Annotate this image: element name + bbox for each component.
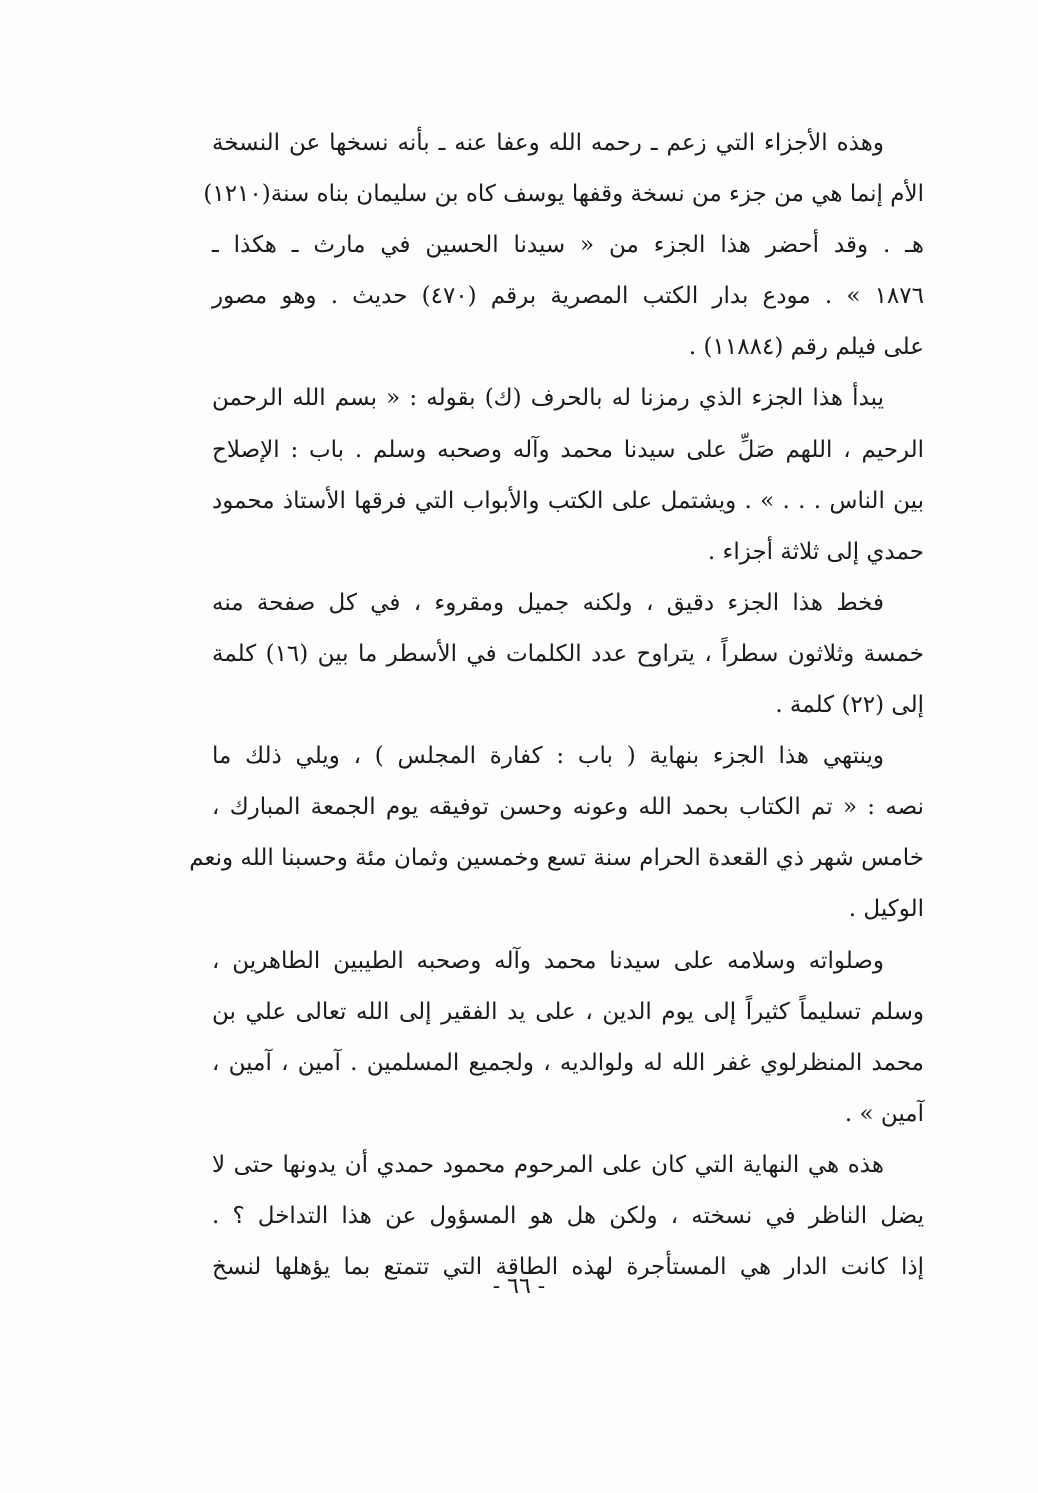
text-line: حمدي إلى ثلاثة أجزاء .	[707, 538, 924, 565]
paragraph-4	[189, 731, 924, 935]
text-line: هذه هي النهاية التي كان على المرحوم محمود حمدي أن يدونها حتى لا	[212, 1151, 884, 1178]
paragraph-1	[203, 118, 924, 373]
text-line: الوكيل .	[848, 896, 924, 923]
text-line: إلى (٢٢) كلمة .	[775, 692, 924, 719]
text-line: نصه : « تم الكتاب بحمد الله وعونه وحسن توفيقه يوم الجمعة المبارك ،	[212, 794, 924, 821]
paragraph-2	[212, 373, 924, 577]
text-line: وصلواته وسلامه على سيدنا محمد وآله وصحبه الطيبين الطاهرين ،	[212, 947, 884, 974]
paragraph-6	[212, 1140, 924, 1293]
text-line: فخط هذا الجزء دقيق ، ولكنه جميل ومقروء ، في كل صفحة منه	[212, 589, 884, 616]
text-line: وهذه الأجزاء التي زعم ـ رحمه الله وعفا عنه ـ بأنه نسخها عن النسخة	[212, 130, 884, 156]
text-line: محمد المنظرلوي غفر الله له ولوالديه ، ولجميع المسلمين . آمين ، آمين ،	[212, 1049, 924, 1076]
page-number: - ٦٦ -	[492, 1274, 546, 1299]
text-line: وسلم تسليماً كثيراً إلى يوم الدين ، على يد الفقير إلى الله تعالى علي بن	[212, 998, 924, 1025]
text-line: آمين » .	[844, 1100, 924, 1127]
paragraph-3	[212, 578, 924, 731]
text-line: خامس شهر ذي القعدة الحرام سنة تسع وخمسين وثمان مئة وحسبنا الله ونعم	[189, 845, 924, 872]
text-line: وينتهي هذا الجزء بنهاية ( باب : كفارة المجلس ) ، ويلي ذلك ما	[212, 743, 884, 770]
text-line: الرحيم ، اللهم صَلِّ على سيدنا محمد وآله وصحبه وسلم . باب : الإصلاح	[212, 436, 924, 463]
text-line: خمسة وثلاثون سطراً ، يتراوح عدد الكلمات في الأسطر ما بين (١٦) كلمة	[212, 640, 924, 667]
body-text	[189, 118, 924, 1293]
text-line: يضل الناظر في نسخته ، ولكن هل هو المسؤول عن هذا التداخل ؟ .	[212, 1202, 924, 1229]
text-line: الأم إنما هي من جزء من نسخة وقفها يوسف كاه بن سليمان بناه سنة(١٢١٠)	[203, 181, 924, 208]
text-line: إذا كانت الدار هي المستأجرة لهذه الطاقة التي تتمتع بما يؤهلها لنسخ	[212, 1254, 924, 1281]
paragraph-5	[212, 936, 924, 1140]
text-line: هـ . وقد أحضر هذا الجزء من « سيدنا الحسين في مارث ـ هكذا ـ	[212, 232, 924, 259]
text-line: على فيلم رقم (١١٨٨٤) .	[688, 334, 924, 361]
text-line: بين الناس . . . » . ويشتمل على الكتب والأبواب التي فرقها الأستاذ محمود	[212, 487, 924, 514]
text-line: ١٨٧٦ » . مودع بدار الكتب المصرية برقم (٤٧٠) حديث . وهو مصور	[212, 283, 924, 310]
text-line: يبدأ هذا الجزء الذي رمزنا له بالحرف (ك) بقوله : « بسم الله الرحمن	[212, 385, 884, 412]
